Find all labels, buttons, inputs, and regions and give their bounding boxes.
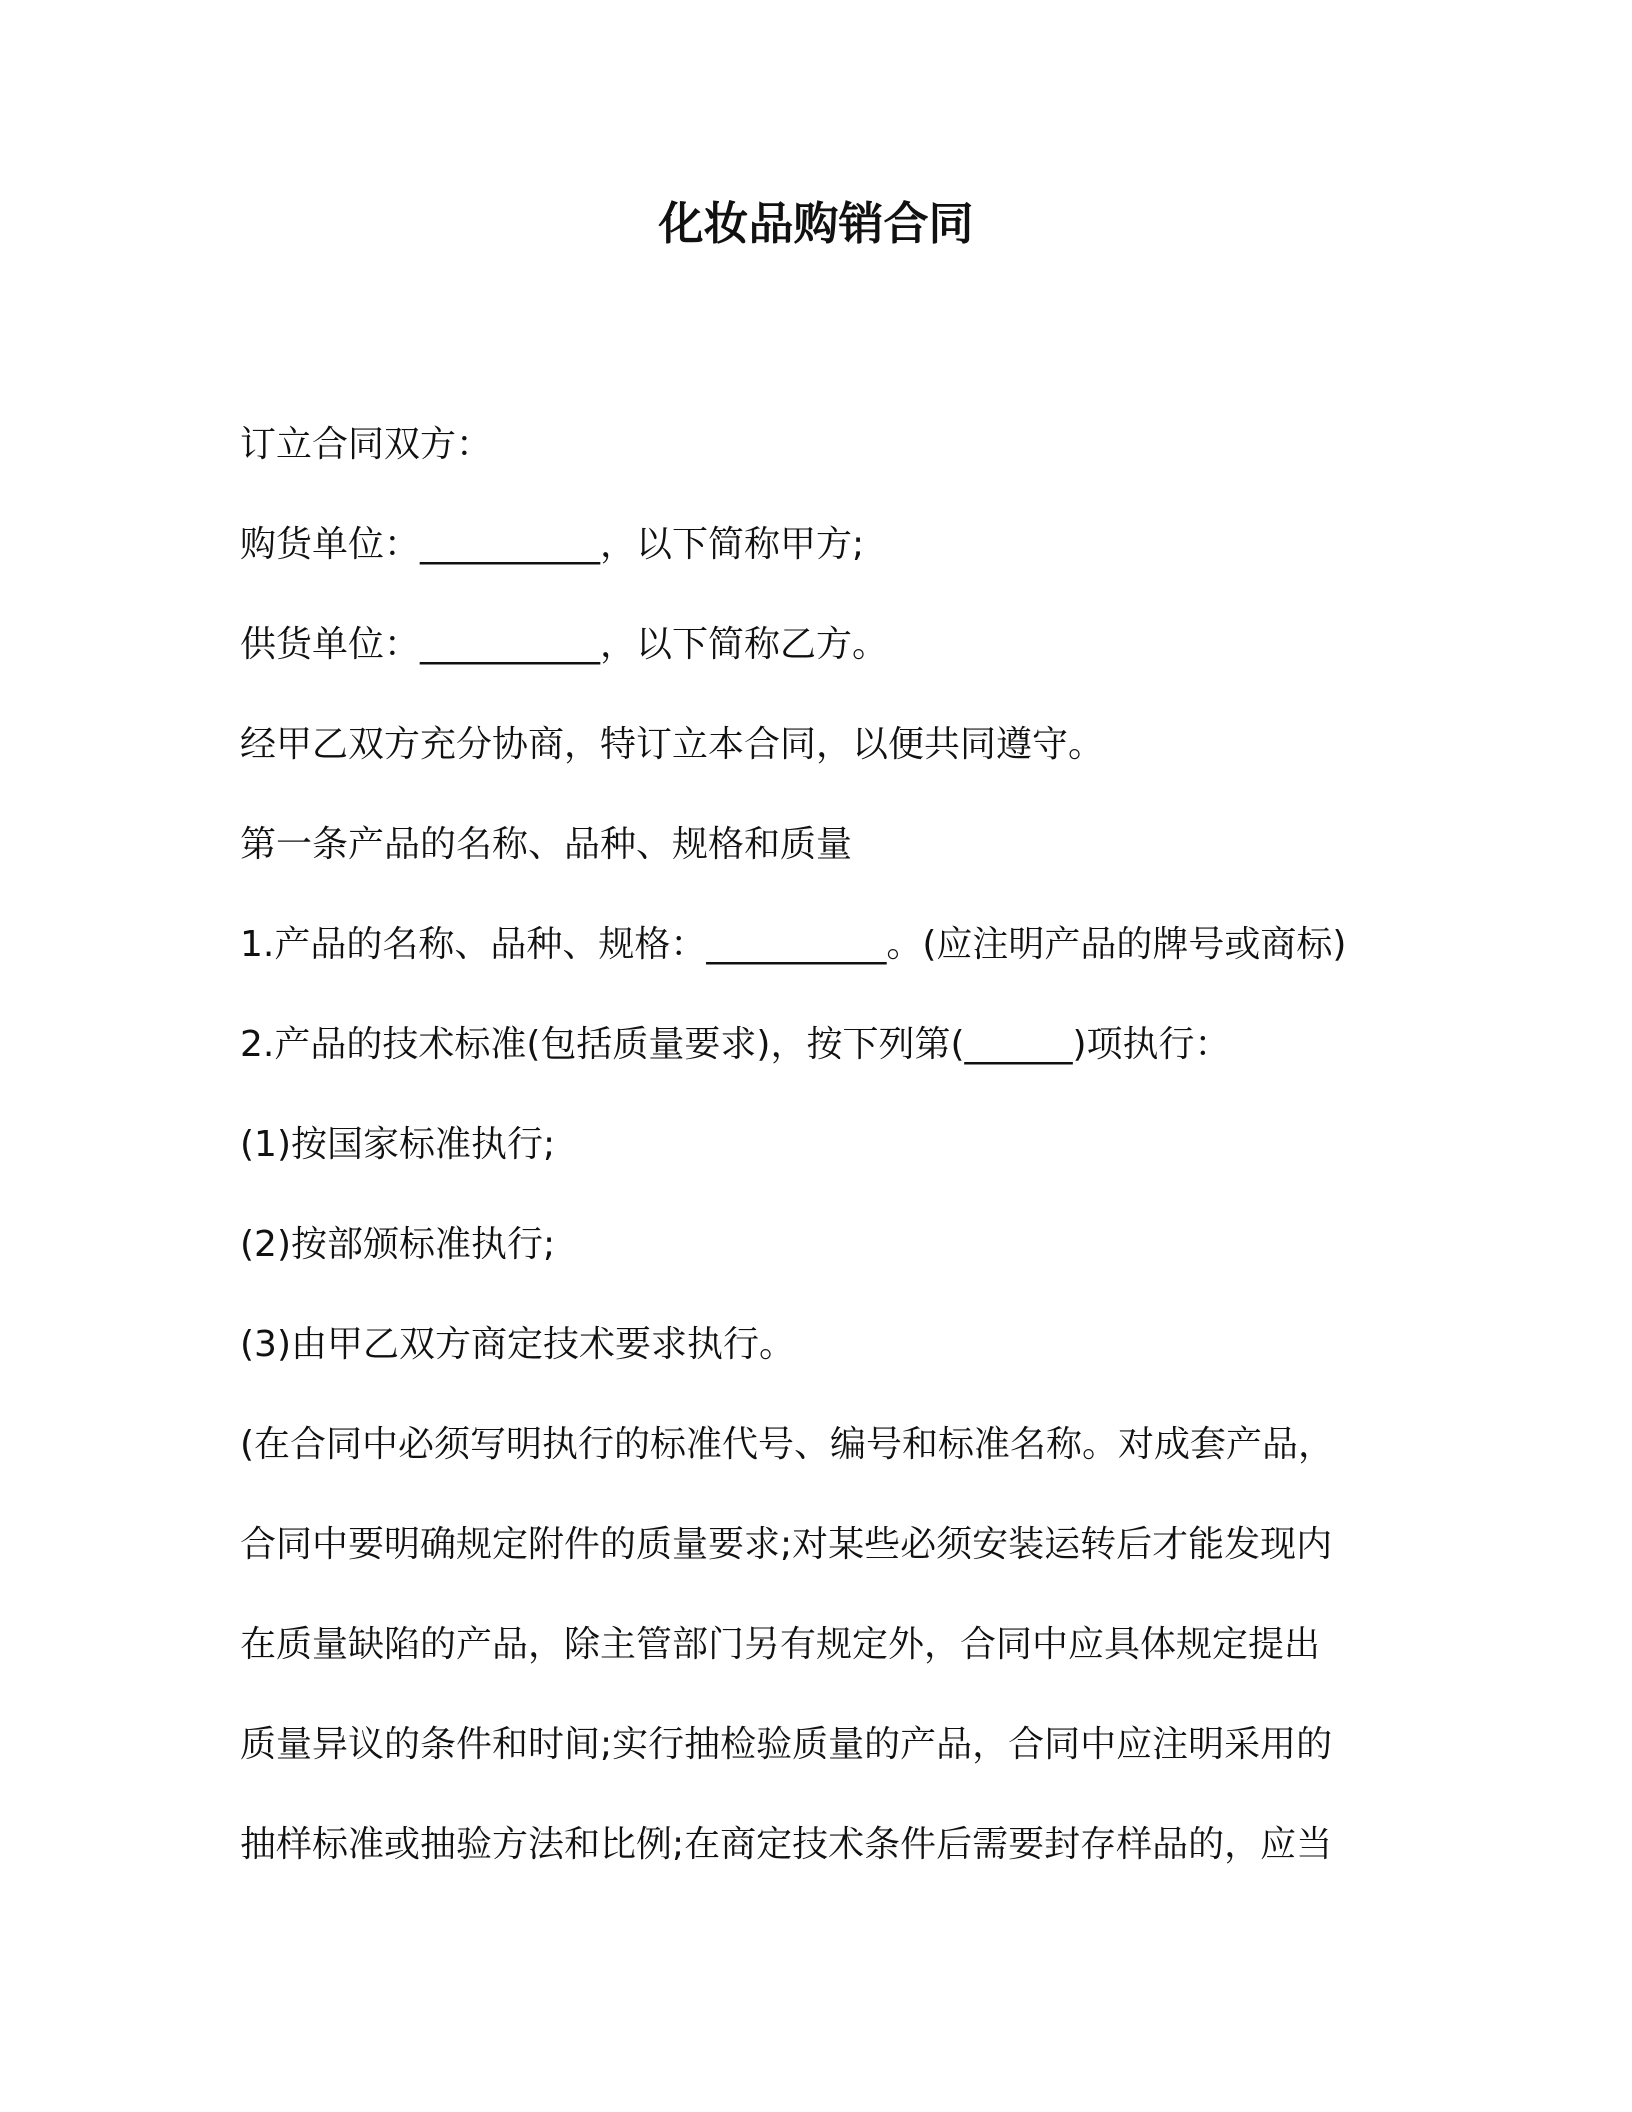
option-3: (3)由甲乙双方商定技术要求执行。 [240,1324,795,1365]
note-paragraph-line: (在合同中必须写明执行的标准代号、编号和标准名称。对成套产品， [240,1424,1335,1465]
buyer-line: 购货单位：__________，以下简称甲方; [240,524,865,565]
option-2: (2)按部颁标准执行; [240,1224,556,1265]
supplier-line: 供货单位：__________，以下简称乙方。 [240,624,889,665]
article-1-heading: 第一条产品的名称、品种、规格和质量 [240,824,853,865]
agreement-line: 经甲乙双方充分协商，特订立本合同，以便共同遵守。 [240,724,1105,765]
note-paragraph-line: 在质量缺陷的产品，除主管部门另有规定外，合同中应具体规定提出 [240,1624,1321,1665]
clause-1-1: 1.产品的名称、品种、规格：__________。(应注明产品的牌号或商标) [240,924,1347,965]
note-paragraph-line: 质量异议的条件和时间;实行抽检验质量的产品，合同中应注明采用的 [240,1724,1333,1765]
parties-heading: 订立合同双方： [240,424,493,465]
note-paragraph-line: 抽样标准或抽验方法和比例;在商定技术条件后需要封存样品的，应当 [240,1824,1333,1865]
document-title: 化妆品购销合同 [658,197,974,250]
note-paragraph-line: 合同中要明确规定附件的质量要求;对某些必须安装运转后才能发现内 [240,1524,1333,1565]
option-1: (1)按国家标准执行; [240,1124,556,1165]
clause-1-2: 2.产品的技术标准(包括质量要求)，按下列第(______)项执行： [240,1024,1231,1065]
